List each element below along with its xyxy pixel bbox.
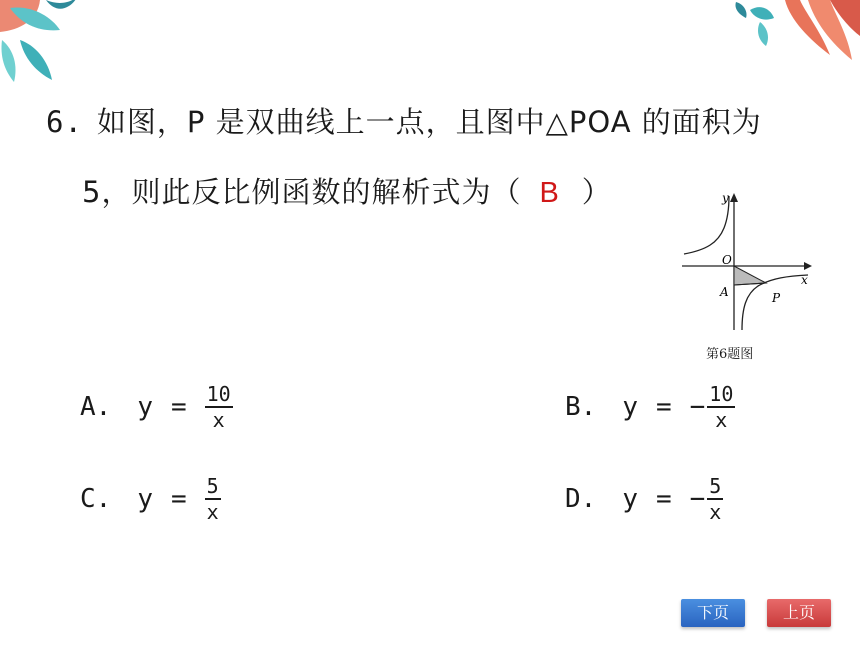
- fraction-denominator: x: [715, 408, 728, 432]
- fraction-denominator: x: [709, 500, 722, 524]
- option-sign: −: [689, 484, 706, 514]
- question-line-1: [46, 100, 762, 141]
- option-label: C.: [80, 484, 112, 514]
- option-lhs: y: [137, 392, 153, 422]
- fraction-numerator: 10: [709, 382, 734, 406]
- option-lhs: y: [622, 392, 638, 422]
- option-c: [80, 474, 221, 524]
- point-a-label: A: [720, 285, 729, 299]
- question-text-2: 5，则此反比例函数的解析式为（: [82, 175, 522, 209]
- question-close-paren: ）: [581, 175, 612, 209]
- fraction-numerator: 5: [206, 474, 219, 498]
- corner-leaves-right: [730, 0, 860, 80]
- fraction-denominator: x: [206, 500, 219, 524]
- option-fraction: [707, 382, 735, 432]
- option-equals: =: [170, 484, 187, 514]
- option-a: [80, 382, 233, 432]
- option-label: D.: [565, 484, 597, 514]
- corner-leaves-left: [0, 0, 80, 95]
- option-fraction: [707, 474, 723, 524]
- hyperbola-figure: [676, 188, 816, 338]
- option-lhs: y: [137, 484, 153, 514]
- option-label: A.: [80, 392, 112, 422]
- point-p-label: P: [772, 291, 781, 305]
- fraction-numerator: 5: [709, 474, 722, 498]
- option-equals: =: [170, 392, 187, 422]
- fraction-numerator: 10: [206, 382, 231, 406]
- answer-mark: B: [539, 177, 560, 209]
- x-axis-label: x: [801, 273, 808, 287]
- option-b: [565, 382, 735, 432]
- fraction-denominator: x: [212, 408, 225, 432]
- y-axis-label: y: [722, 191, 729, 205]
- option-d: [565, 474, 723, 524]
- question-line-2: [82, 170, 612, 211]
- figure-caption: 第6题图: [706, 347, 754, 362]
- question-number: 6.: [46, 105, 83, 139]
- option-label: B.: [565, 392, 597, 422]
- option-sign: −: [689, 392, 706, 422]
- previous-page-button[interactable]: 上页: [767, 599, 831, 627]
- origin-label: O: [722, 253, 732, 267]
- option-lhs: y: [622, 484, 638, 514]
- next-page-button[interactable]: 下页: [681, 599, 745, 627]
- option-fraction: [205, 382, 233, 432]
- question-text-1: 如图，P 是双曲线上一点，且图中△POA 的面积为: [96, 105, 762, 139]
- option-equals: =: [655, 484, 672, 514]
- option-fraction: [205, 474, 221, 524]
- option-equals: =: [655, 392, 672, 422]
